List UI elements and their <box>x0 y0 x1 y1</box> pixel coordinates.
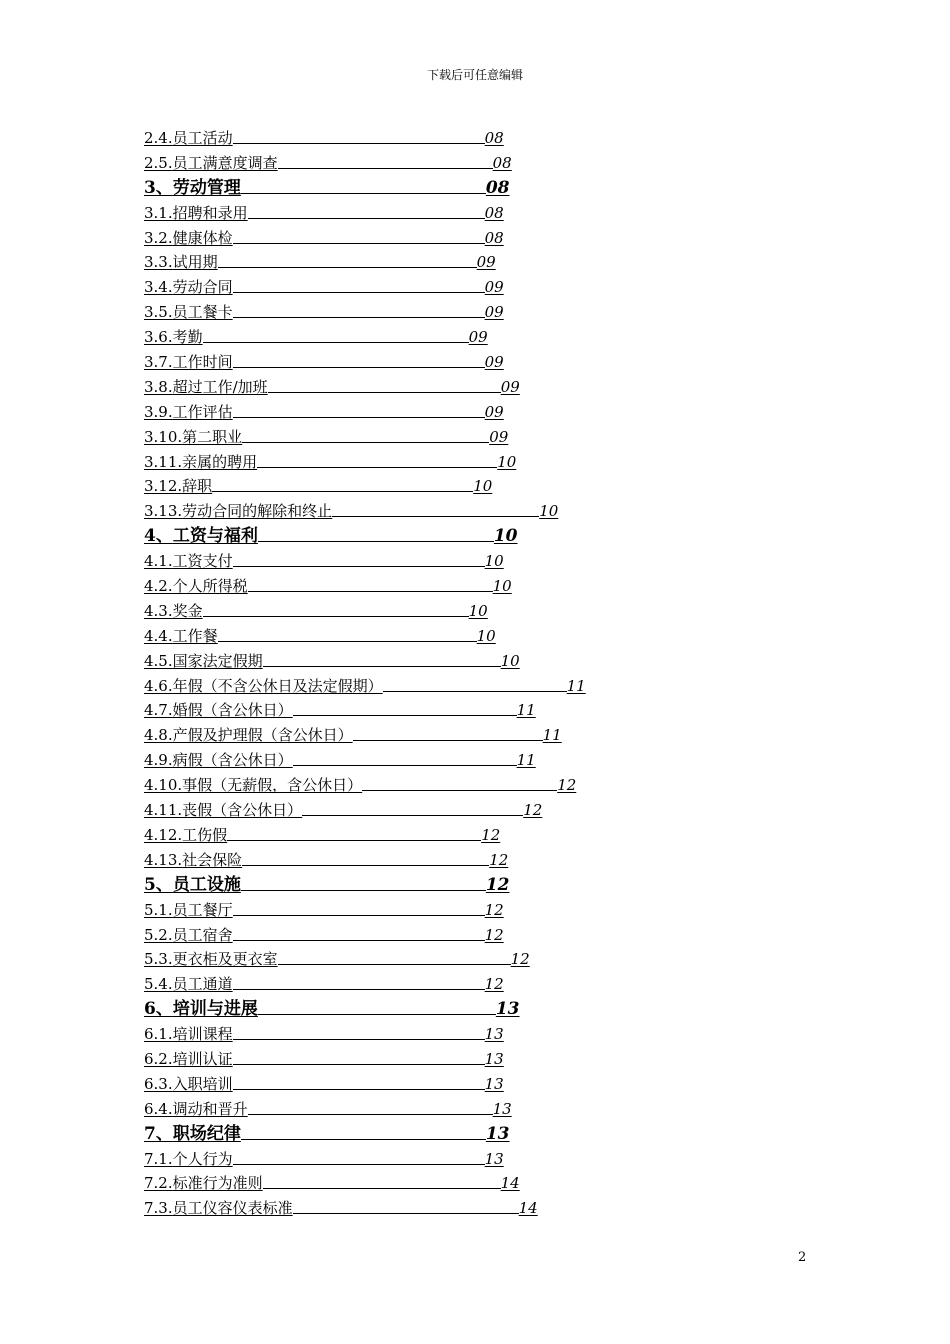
toc-entry[interactable] <box>144 698 784 723</box>
toc-entry-title: 员工宿舍 <box>172 925 233 944</box>
toc-entry[interactable] <box>144 126 784 151</box>
toc-entry[interactable] <box>144 723 784 748</box>
toc-entry-page: 11 <box>542 726 562 745</box>
toc-leader-line <box>233 278 485 293</box>
toc-entry-number: 3、 <box>144 177 173 198</box>
toc-entry-title: 国家法定假期 <box>172 651 263 670</box>
toc-entry-number: 4.12. <box>144 825 183 844</box>
toc-leader-line <box>242 428 489 443</box>
toc-entry[interactable] <box>144 649 784 674</box>
toc-entry-title: 工伤假 <box>182 825 228 844</box>
toc-entry[interactable] <box>144 599 784 624</box>
toc-entry[interactable] <box>144 176 784 201</box>
toc-entry[interactable] <box>144 425 784 450</box>
toc-leader-line <box>248 577 493 592</box>
toc-entry[interactable] <box>144 1072 784 1097</box>
toc-entry-page: 12 <box>484 975 504 994</box>
toc-entry[interactable] <box>144 201 784 226</box>
toc-entry-title: 超过工作/加班 <box>172 377 268 396</box>
toc-entry[interactable] <box>144 250 784 275</box>
toc-entry-number: 3.1. <box>144 203 173 222</box>
toc-leader-line <box>278 154 493 169</box>
toc-entry-page: 08 <box>492 153 512 172</box>
toc-entry-number: 3.9. <box>144 402 173 421</box>
toc-entry[interactable] <box>144 923 784 948</box>
toc-entry-number: 4、 <box>144 526 173 547</box>
toc-leader-line <box>233 926 485 941</box>
toc-leader-line <box>383 677 567 692</box>
toc-entry-title: 工资与福利 <box>172 526 258 547</box>
toc-entry-page: 10 <box>539 502 559 521</box>
toc-entry-number: 7.2. <box>144 1174 173 1193</box>
toc-leader-line <box>233 303 485 318</box>
toc-entry-number: 4.8. <box>144 726 173 745</box>
toc-leader-line <box>203 602 469 617</box>
toc-entry-number: 4.7. <box>144 701 173 720</box>
toc-entry-page: 09 <box>476 253 496 272</box>
toc-entry-title: 社会保险 <box>182 850 243 869</box>
toc-entry-number: 3.7. <box>144 353 173 372</box>
toc-entry-page: 12 <box>484 925 504 944</box>
toc-leader-line <box>233 975 485 990</box>
toc-entry-page: 10 <box>497 452 517 471</box>
toc-entry[interactable] <box>144 823 784 848</box>
toc-entry-number: 5、 <box>144 874 173 895</box>
toc-leader-line <box>233 552 485 567</box>
toc-leader-line <box>258 1000 496 1015</box>
toc-entry[interactable] <box>144 798 784 823</box>
toc-entry-number: 6、 <box>144 999 173 1020</box>
toc-entry-title: 考勤 <box>172 328 203 347</box>
toc-leader-line <box>233 353 485 368</box>
toc-entry-title: 培训课程 <box>172 1025 233 1044</box>
toc-entry-title: 招聘和录用 <box>172 203 248 222</box>
toc-entry[interactable] <box>144 275 784 300</box>
toc-entry-page: 12 <box>510 950 530 969</box>
toc-entry-title: 职场纪律 <box>172 1123 241 1144</box>
toc-entry[interactable] <box>144 524 784 549</box>
toc-leader-line <box>233 1075 485 1090</box>
toc-entry-page: 11 <box>516 751 536 770</box>
toc-entry-number: 6.2. <box>144 1049 173 1068</box>
toc-entry-page: 13 <box>484 1074 504 1093</box>
toc-entry[interactable] <box>144 1196 784 1221</box>
toc-entry-title: 辞职 <box>182 477 213 496</box>
toc-entry-title: 员工餐厅 <box>172 900 233 919</box>
toc-entry-title: 亲属的聘用 <box>182 452 258 471</box>
toc-leader-line <box>353 726 543 741</box>
toc-entry-title: 个人行为 <box>172 1149 233 1168</box>
toc-entry-number: 4.2. <box>144 577 173 596</box>
toc-entry-page: 10 <box>500 651 520 670</box>
toc-entry-number: 3.12. <box>144 477 183 496</box>
toc-entry-page: 09 <box>500 377 520 396</box>
toc-entry-number: 3.4. <box>144 278 173 297</box>
toc-entry-title: 年假（不含公休日及法定假期） <box>172 676 383 695</box>
toc-entry-page: 13 <box>492 1099 512 1118</box>
toc-entry-number: 4.4. <box>144 626 173 645</box>
toc-entry[interactable] <box>144 1147 784 1172</box>
toc-entry-number: 3.3. <box>144 253 173 272</box>
toc-entry-number: 3.10. <box>144 427 183 446</box>
toc-entry-title: 员工通道 <box>172 975 233 994</box>
toc-entry-page: 10 <box>484 552 504 571</box>
toc-leader-line <box>233 403 485 418</box>
table-of-contents <box>144 126 784 1221</box>
toc-entry-page: 12 <box>481 825 501 844</box>
toc-entry-title: 试用期 <box>172 253 218 272</box>
toc-entry-number: 6.4. <box>144 1099 173 1118</box>
toc-entry-title: 婚假（含公休日） <box>172 701 293 720</box>
toc-entry[interactable] <box>144 400 784 425</box>
toc-leader-line <box>241 179 486 194</box>
toc-entry-page: 10 <box>468 601 488 620</box>
toc-leader-line <box>362 776 557 791</box>
toc-entry[interactable] <box>144 1122 784 1147</box>
toc-entry[interactable] <box>144 1171 784 1196</box>
page-number: 2 <box>798 1250 807 1265</box>
toc-entry-number: 3.13. <box>144 502 183 521</box>
toc-entry-number: 6.3. <box>144 1074 173 1093</box>
toc-entry[interactable] <box>144 848 784 873</box>
toc-entry-number: 4.3. <box>144 601 173 620</box>
toc-entry-title: 产假及护理假（含公休日） <box>172 726 353 745</box>
toc-leader-line <box>268 378 501 393</box>
toc-entry-title: 员工满意度调查 <box>172 153 278 172</box>
toc-entry[interactable] <box>144 574 784 599</box>
toc-entry[interactable] <box>144 674 784 699</box>
toc-entry-page: 14 <box>500 1174 520 1193</box>
toc-entry-title: 丧假（含公休日） <box>182 801 303 820</box>
toc-leader-line <box>241 1125 486 1140</box>
toc-leader-line <box>332 502 539 517</box>
toc-entry-number: 6.1. <box>144 1025 173 1044</box>
toc-entry-page: 12 <box>557 776 577 795</box>
toc-entry-title: 健康体检 <box>172 228 233 247</box>
toc-leader-line <box>293 751 517 766</box>
toc-leader-line <box>263 1174 501 1189</box>
toc-entry-title: 个人所得税 <box>172 577 248 596</box>
toc-entry-number: 2.4. <box>144 129 173 147</box>
toc-entry-page: 08 <box>484 203 504 222</box>
toc-entry-number: 4.6. <box>144 676 173 695</box>
toc-entry[interactable] <box>144 873 784 898</box>
toc-entry-page: 08 <box>484 228 504 247</box>
toc-entry-page: 11 <box>566 676 586 695</box>
toc-entry-title: 培训与进展 <box>172 999 258 1020</box>
toc-entry-number: 3.2. <box>144 228 173 247</box>
toc-entry-number: 3.11. <box>144 452 183 471</box>
toc-leader-line <box>233 1150 485 1165</box>
toc-leader-line <box>233 1050 485 1065</box>
page-header: 下载后可任意编辑 <box>426 68 523 82</box>
toc-entry[interactable] <box>144 450 784 475</box>
toc-entry-title: 培训认证 <box>172 1049 233 1068</box>
toc-entry-page: 09 <box>484 303 504 322</box>
toc-leader-line <box>258 527 494 542</box>
toc-entry-title: 工作时间 <box>172 353 233 372</box>
toc-entry-number: 5.2. <box>144 925 173 944</box>
toc-entry-page: 10 <box>473 477 493 496</box>
toc-entry-title: 工作评估 <box>172 402 233 421</box>
toc-entry-number: 3.5. <box>144 303 173 322</box>
toc-entry-number: 4.13. <box>144 850 183 869</box>
toc-leader-line <box>263 652 501 667</box>
toc-entry[interactable] <box>144 997 784 1022</box>
toc-entry-title: 更衣柜及更衣室 <box>172 950 278 969</box>
toc-entry-title: 事假（无薪假，含公休日） <box>182 776 363 795</box>
toc-entry-title: 员工餐卡 <box>172 303 233 322</box>
toc-leader-line <box>218 627 477 642</box>
toc-entry-title: 奖金 <box>172 601 203 620</box>
toc-leader-line <box>233 1025 485 1040</box>
toc-entry-title: 员工设施 <box>172 874 241 895</box>
toc-entry[interactable] <box>144 226 784 251</box>
toc-leader-line <box>248 204 485 219</box>
toc-entry[interactable] <box>144 947 784 972</box>
toc-entry-page: 09 <box>489 427 509 446</box>
toc-entry-page: 14 <box>518 1199 538 1218</box>
toc-leader-line <box>227 826 481 841</box>
toc-entry-title: 劳动管理 <box>172 177 241 198</box>
toc-entry[interactable] <box>144 624 784 649</box>
toc-entry-page: 12 <box>489 850 509 869</box>
toc-leader-line <box>302 801 523 816</box>
toc-entry-page: 12 <box>484 900 504 919</box>
toc-entry-page: 10 <box>492 577 512 596</box>
toc-entry-number: 7.1. <box>144 1149 173 1168</box>
toc-entry-page: 13 <box>485 1123 510 1144</box>
toc-entry-number: 2.5. <box>144 153 173 172</box>
toc-entry[interactable] <box>144 499 784 524</box>
toc-entry[interactable] <box>144 300 784 325</box>
toc-entry[interactable] <box>144 1022 784 1047</box>
toc-entry-page: 08 <box>485 177 510 198</box>
toc-entry-page: 13 <box>484 1149 504 1168</box>
toc-entry-number: 7.3. <box>144 1199 173 1218</box>
toc-entry[interactable] <box>144 549 784 574</box>
toc-leader-line <box>218 253 477 268</box>
toc-entry-page: 11 <box>516 701 536 720</box>
toc-leader-line <box>233 901 485 916</box>
toc-entry[interactable] <box>144 898 784 923</box>
toc-entry-number: 3.8. <box>144 377 173 396</box>
toc-entry[interactable] <box>144 350 784 375</box>
toc-entry[interactable] <box>144 151 784 176</box>
toc-entry-page: 08 <box>484 129 504 147</box>
toc-entry[interactable] <box>144 972 784 997</box>
toc-entry-page: 10 <box>493 526 518 547</box>
toc-leader-line <box>248 1100 493 1115</box>
toc-entry-title: 标准行为准则 <box>172 1174 263 1193</box>
toc-entry-page: 09 <box>468 328 488 347</box>
toc-leader-line <box>212 477 473 492</box>
toc-entry[interactable] <box>144 1047 784 1072</box>
toc-leader-line <box>257 453 497 468</box>
toc-entry-number: 4.5. <box>144 651 173 670</box>
toc-entry-number: 4.9. <box>144 751 173 770</box>
toc-leader-line <box>293 1199 519 1214</box>
toc-leader-line <box>242 851 489 866</box>
toc-entry[interactable] <box>144 773 784 798</box>
toc-entry-number: 4.1. <box>144 552 173 571</box>
toc-entry-page: 13 <box>484 1049 504 1068</box>
toc-leader-line <box>203 328 469 343</box>
toc-entry-page: 09 <box>484 402 504 421</box>
toc-entry-title: 工资支付 <box>172 552 233 571</box>
toc-entry-title: 病假（含公休日） <box>172 751 293 770</box>
toc-leader-line <box>293 701 517 716</box>
toc-entry-page: 12 <box>485 874 510 895</box>
toc-leader-line <box>233 229 485 244</box>
toc-entry[interactable] <box>144 375 784 400</box>
toc-leader-line <box>241 876 486 891</box>
toc-entry-page: 09 <box>484 278 504 297</box>
toc-entry-page: 09 <box>484 353 504 372</box>
toc-entry-number: 4.11. <box>144 801 183 820</box>
toc-entry-number: 5.1. <box>144 900 173 919</box>
toc-entry[interactable] <box>144 474 784 499</box>
toc-entry-title: 调动和晋升 <box>172 1099 248 1118</box>
toc-entry-page: 12 <box>523 801 543 820</box>
toc-entry-title: 入职培训 <box>172 1074 233 1093</box>
toc-entry-number: 5.3. <box>144 950 173 969</box>
toc-entry-page: 13 <box>484 1025 504 1044</box>
toc-leader-line <box>233 129 485 144</box>
toc-entry-title: 劳动合同 <box>172 278 233 297</box>
toc-entry-number: 5.4. <box>144 975 173 994</box>
toc-entry-number: 3.6. <box>144 328 173 347</box>
toc-entry[interactable] <box>144 1097 784 1122</box>
toc-entry-page: 13 <box>495 999 520 1020</box>
toc-entry-page: 10 <box>476 626 496 645</box>
toc-entry-title: 员工仪容仪表标准 <box>172 1199 293 1218</box>
toc-entry[interactable] <box>144 748 784 773</box>
toc-entry-number: 7、 <box>144 1123 173 1144</box>
toc-entry-number: 4.10. <box>144 776 183 795</box>
toc-entry-title: 第二职业 <box>182 427 243 446</box>
toc-entry-title: 工作餐 <box>172 626 218 645</box>
toc-entry-title: 员工活动 <box>172 129 233 147</box>
toc-entry-title: 劳动合同的解除和终止 <box>182 502 333 521</box>
toc-entry[interactable] <box>144 325 784 350</box>
toc-leader-line <box>278 950 511 965</box>
